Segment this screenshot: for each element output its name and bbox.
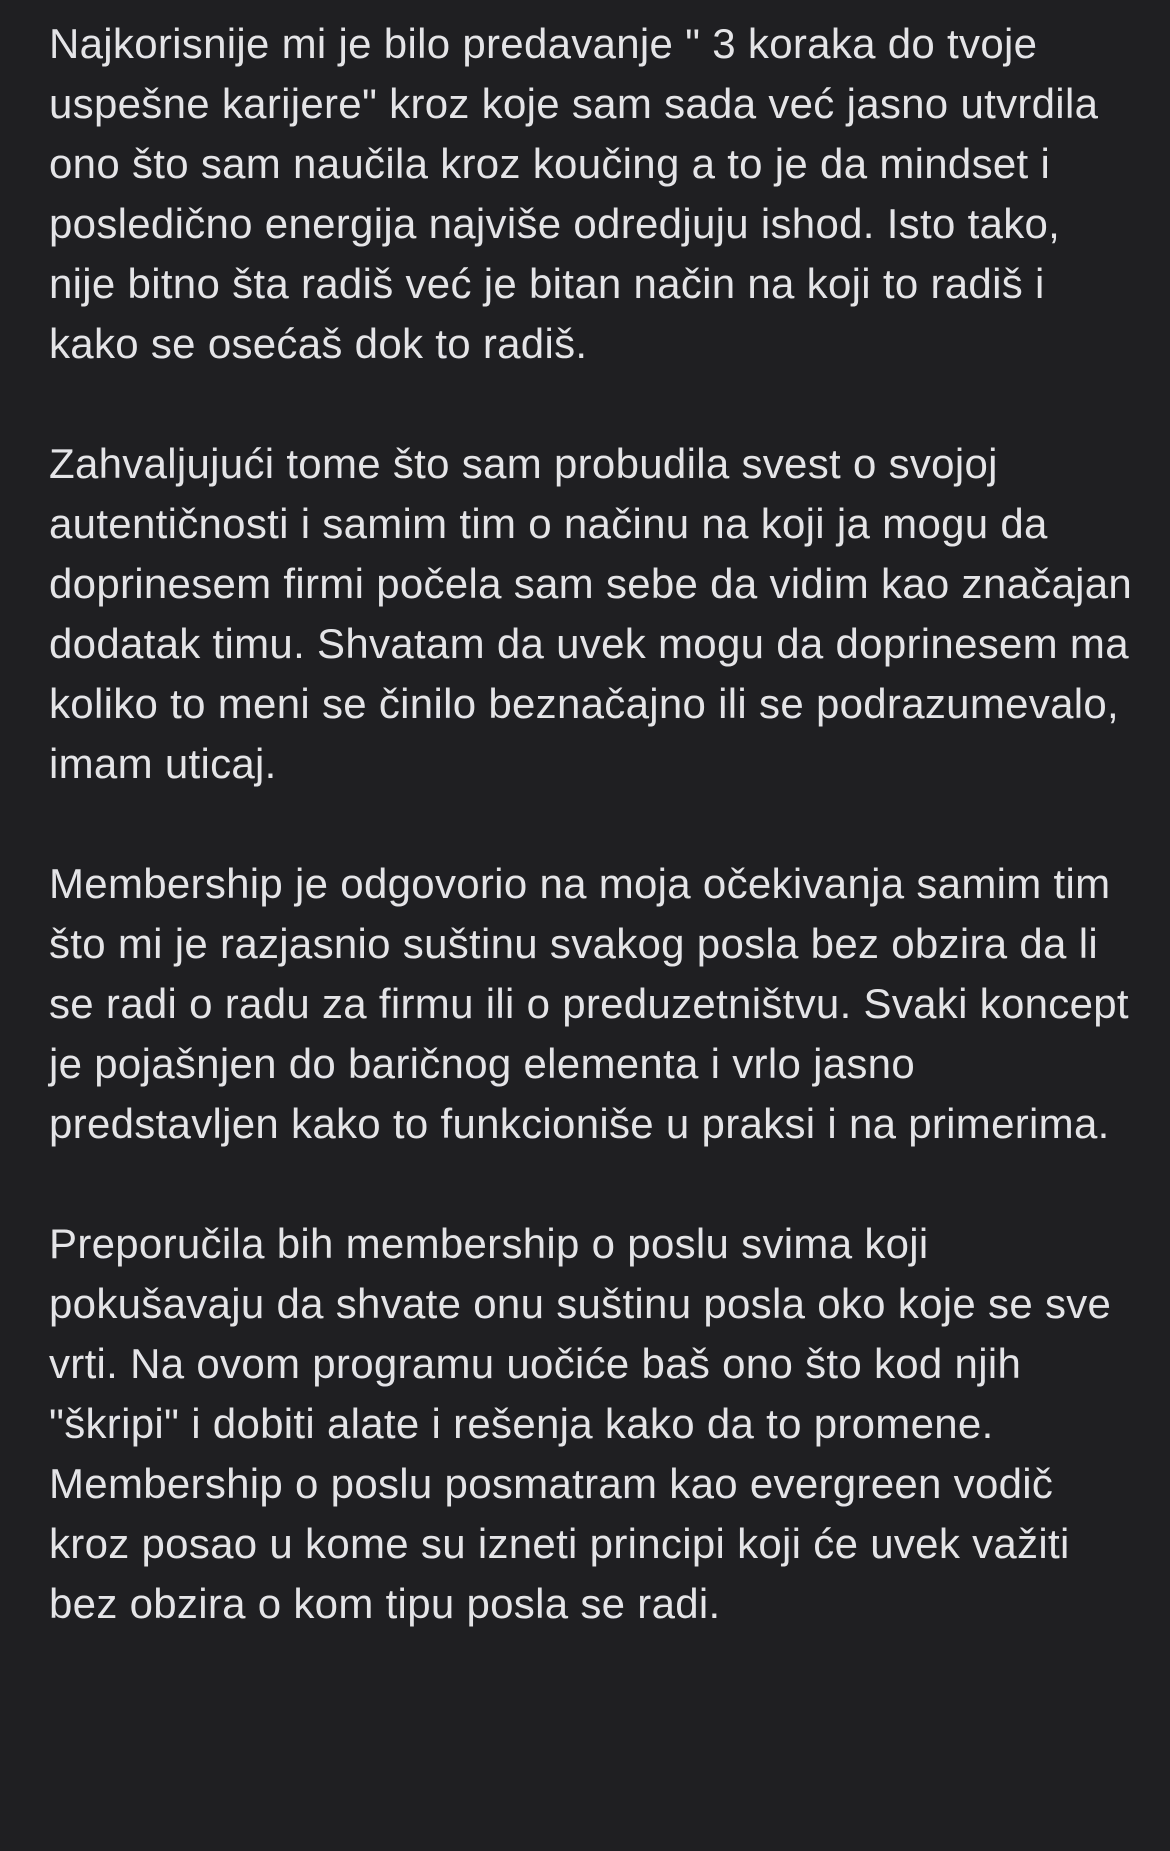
paragraph-1: Najkorisnije mi je bilo predavanje " 3 koraka do tvoje uspešne karijere" kroz koje sam sada već jasno utvrdila ono što sam naučila kroz koučing a to je da mindset i posledično energija najviše odredjuju ishod. Isto tako, nije bitno šta radiš već je bitan način na koji to radiš i kako se osećaš dok to radiš. [49, 20, 1099, 367]
paragraph-3: Membership je odgovorio na moja očekivanja samim tim što mi je razjasnio suštinu svakog posla bez obzira da li se radi o radu za firmu ili o preduzetništvu. Svaki koncept je pojašnjen do baričnog elementa i vrlo jasno predstavljen kako to funkcioniše u praksi i na primerima. [49, 860, 1129, 1147]
paragraph-4: Preporučila bih membership o poslu svima koji pokušavaju da shvate onu suštinu posla oko koje se sve vrti. Na ovom programu uočiće baš ono što kod njih "škripi" i dobiti alate i rešenja kako da to promene. Membership o poslu posmatram kao evergreen vodič kroz posao u kome su izneti principi koji će uvek važiti bez obzira o kom tipu posla se radi. [49, 1220, 1112, 1627]
paragraph-2: Zahvaljujući tome što sam probudila svest o svojoj autentičnosti i samim tim o načinu na koji ja mogu da doprinesem firmi počela sam sebe da vidim kao značajan dodatak timu. Shvatam da uvek mogu da doprinesem ma koliko to meni se činilo beznačajno ili se podrazumevalo, imam uticaj. [49, 440, 1133, 787]
